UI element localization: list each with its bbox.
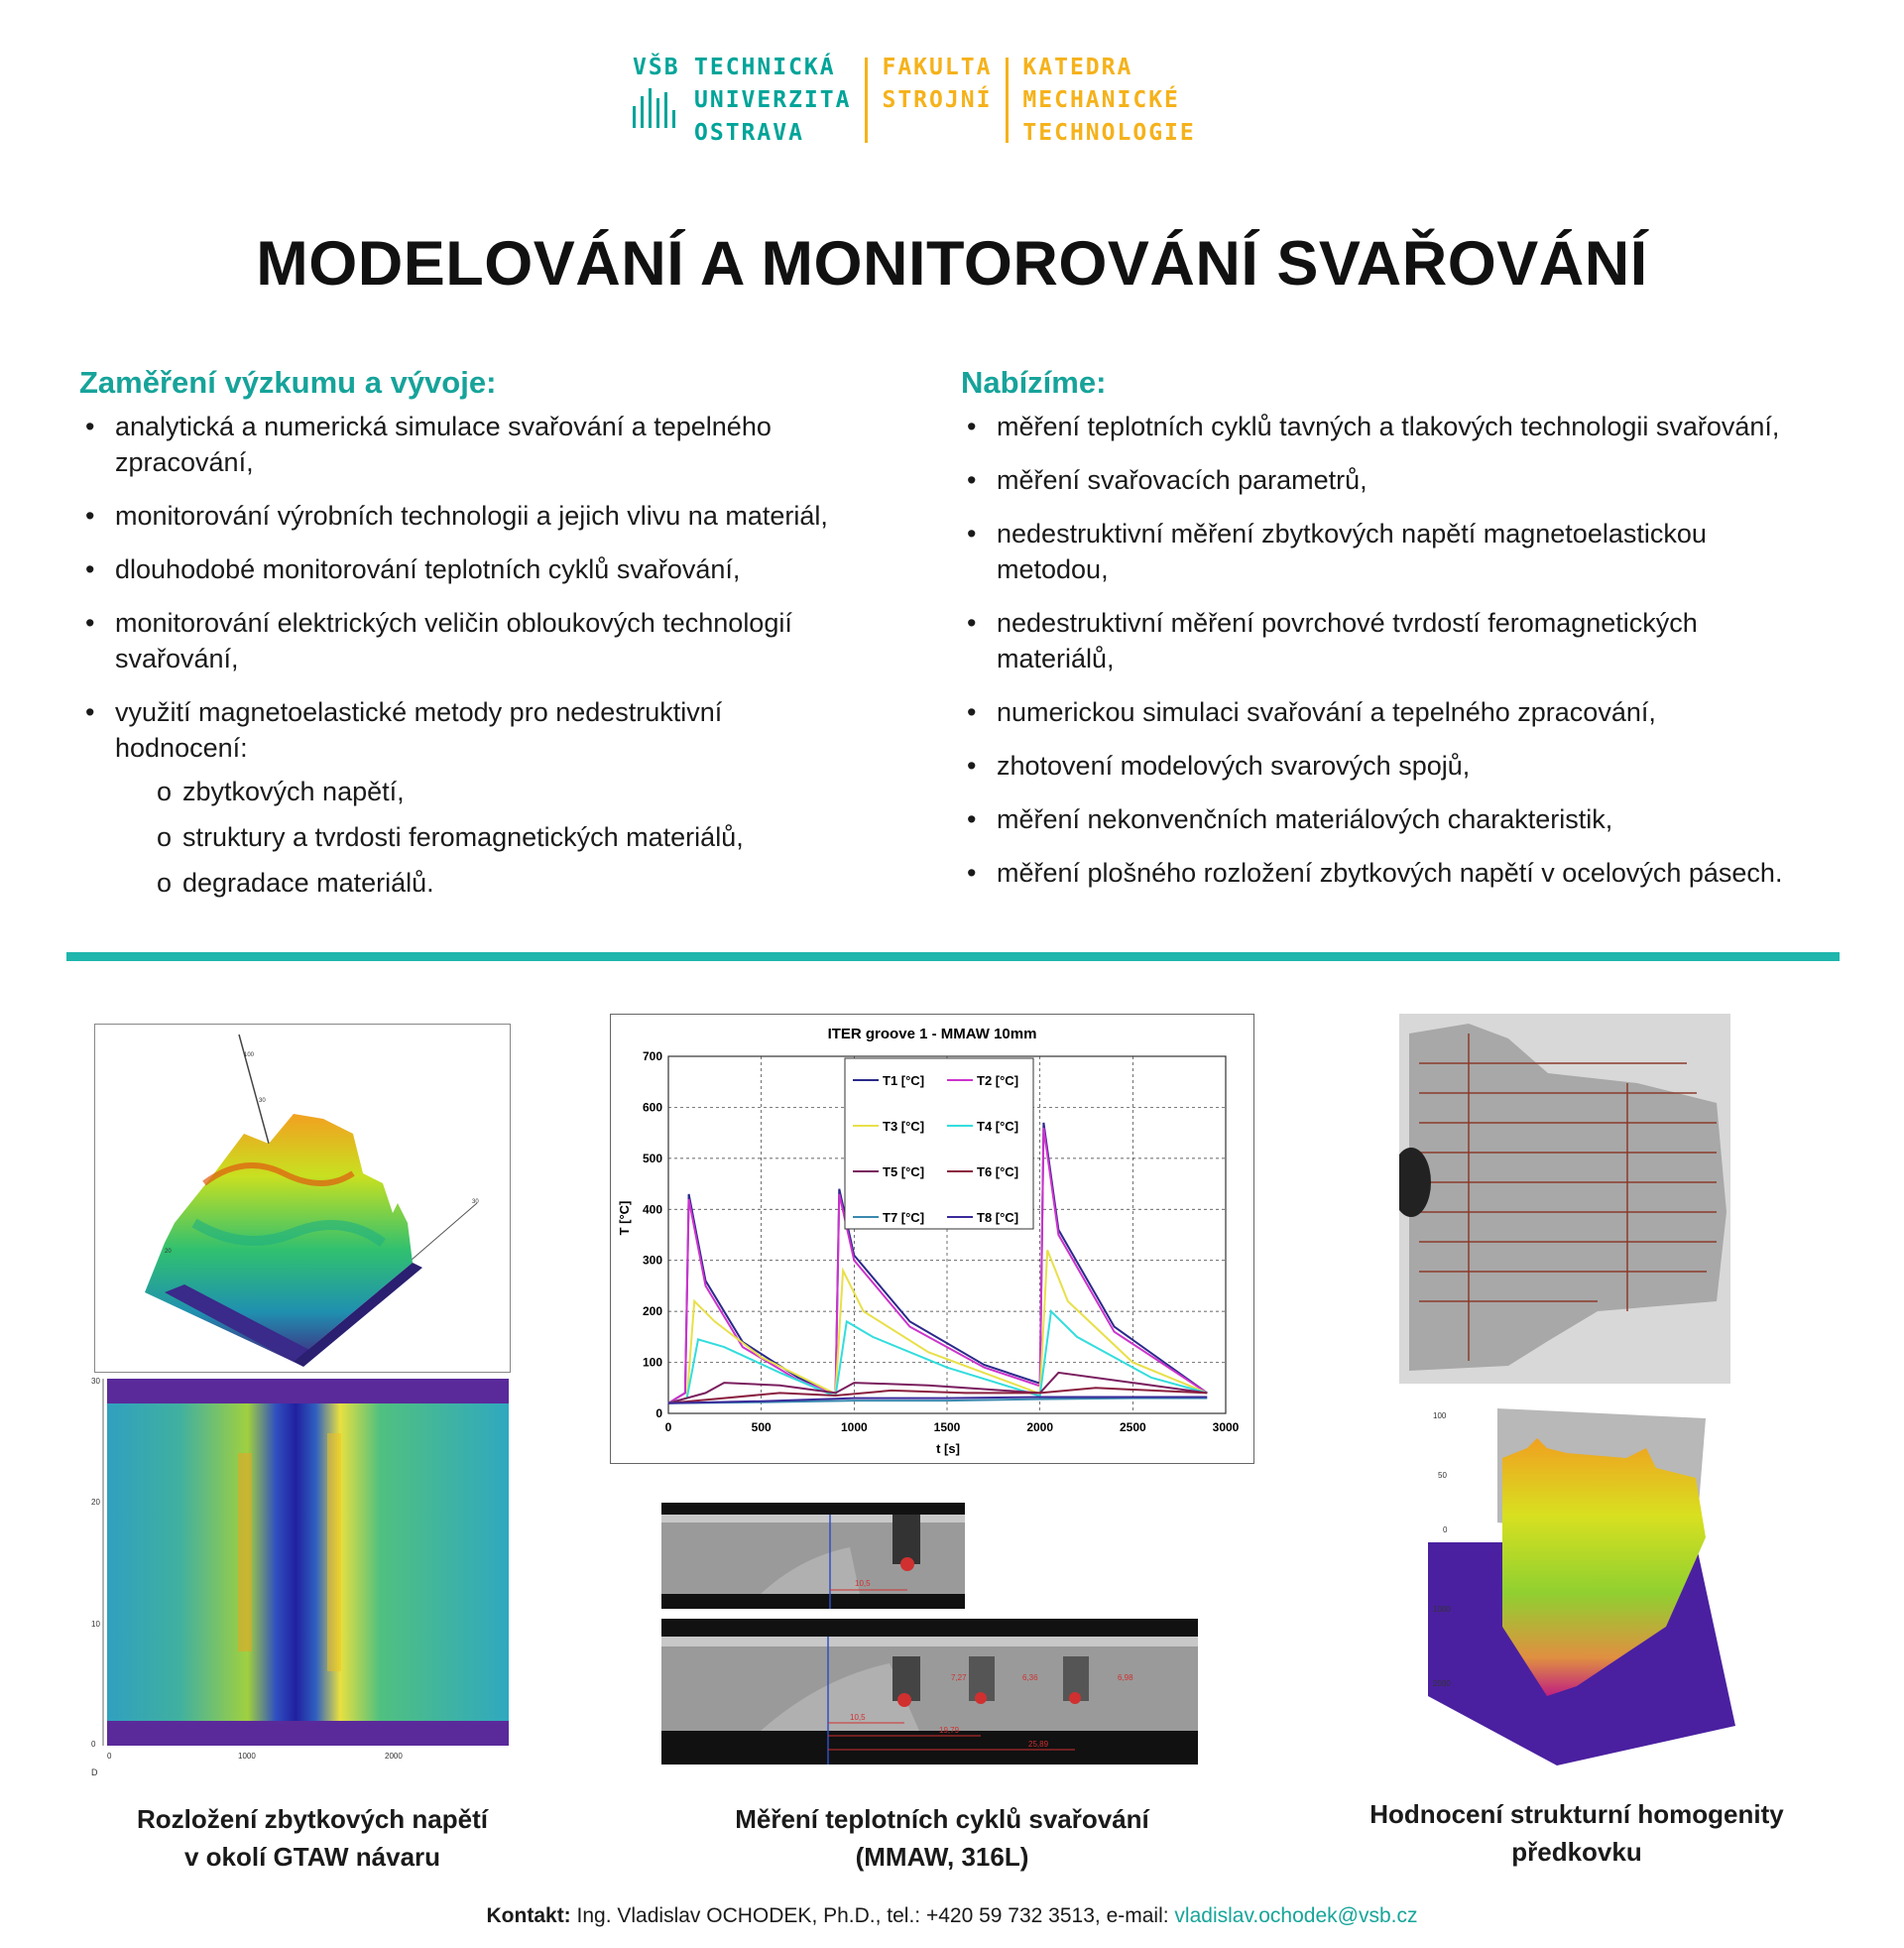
temperature-chart-svg — [611, 1015, 1253, 1463]
surface-z-tick: 0 — [1443, 1525, 1448, 1534]
heatmap-x-tick: 0 — [107, 1752, 112, 1761]
y-tick-label: 700 — [642, 1049, 662, 1063]
caption-middle — [694, 1800, 1190, 1876]
caption-right-line2: předkovku — [1511, 1837, 1642, 1867]
sub-list-item: o zbytkových napětí, — [79, 774, 902, 809]
surface-tick: 20 — [165, 1249, 172, 1255]
heatmap-y-tick: 30 — [91, 1377, 100, 1386]
legend-label: T7 [°C] — [883, 1210, 925, 1225]
logo-vsb-line2: UNIVERZITA — [694, 87, 852, 113]
vsb-logo-block — [633, 52, 851, 146]
caption-right-line1: Hodnocení strukturní homogenity — [1369, 1799, 1784, 1829]
legend-label: T8 [°C] — [977, 1210, 1019, 1225]
x-tick-label: 500 — [751, 1420, 772, 1434]
logo-department-line3: TECHNOLOGIE — [1022, 120, 1196, 146]
x-tick-label: 3000 — [1212, 1420, 1240, 1434]
university-logo — [633, 52, 1196, 146]
list-item: • zhotovení modelových svarových spojů, — [961, 748, 1834, 784]
logo-department-line2: MECHANICKÉ — [1022, 87, 1180, 113]
caption-left-line2: v okolí GTAW návaru — [183, 1842, 441, 1872]
logo-separator — [865, 58, 868, 143]
contact-label: Kontakt: — [486, 1904, 571, 1927]
x-tick-label: 0 — [664, 1420, 672, 1434]
macro-dimension: 19,79 — [939, 1726, 960, 1735]
surface-y-tick: 2000 — [1433, 1679, 1451, 1688]
contact-line — [0, 1904, 1904, 1928]
weld-macro-image-2 — [661, 1619, 1198, 1765]
heatmap-y-tick: 10 — [91, 1620, 100, 1629]
heatmap-corner-label: D — [91, 1767, 98, 1777]
caption-left — [79, 1800, 545, 1876]
contact-text: Ing. Vladislav OCHODEK, Ph.D., tel.: +420 59 732 3513, e-mail: — [570, 1904, 1175, 1927]
x-tick-label: 2000 — [1026, 1420, 1054, 1434]
stress-heatmap-image — [89, 1374, 516, 1780]
macro-dimension: 25,89 — [1028, 1740, 1049, 1749]
offer-section — [961, 365, 1834, 909]
vsb-bars-icon — [633, 88, 694, 128]
legend-label: T6 [°C] — [977, 1164, 1019, 1179]
caption-right — [1329, 1795, 1825, 1871]
y-tick-label: 0 — [655, 1406, 662, 1420]
logo-vsb-line3: OSTRAVA — [694, 120, 804, 146]
chart-x-label: t [s] — [936, 1441, 960, 1456]
logo-separator — [1006, 58, 1009, 143]
y-tick-label: 600 — [642, 1100, 662, 1115]
surface-tick: 100 — [244, 1052, 255, 1058]
macro-dimension: 7,27 — [951, 1673, 967, 1682]
heatmap-x-tick: 2000 — [385, 1752, 403, 1761]
stress-heatmap-figure — [89, 1374, 516, 1780]
heatmap-y-tick: 0 — [91, 1740, 96, 1749]
offer-heading: Nabízíme: — [961, 365, 1107, 400]
list-item: • využití magnetoelastické metody pro nedestruktivní hodnocení: — [79, 694, 902, 766]
contact-email-link[interactable]: vladislav.ochodek@vsb.cz — [1174, 1904, 1418, 1927]
x-tick-label: 1000 — [840, 1420, 868, 1434]
weld-macro-image-1 — [661, 1503, 965, 1609]
logo-faculty-line2: STROJNÍ — [882, 87, 993, 113]
caption-middle-line2: (MMAW, 316L) — [855, 1842, 1029, 1872]
macro-dimension: 6,98 — [1118, 1673, 1133, 1682]
y-tick-label: 200 — [642, 1304, 662, 1319]
chart-y-label: T [°C] — [617, 1200, 632, 1236]
list-item: • numerickou simulaci svařování a tepelného zpracování, — [961, 694, 1834, 730]
caption-left-line1: Rozložení zbytkových napětí — [137, 1804, 488, 1834]
sub-list-item: o degradace materiálů. — [79, 865, 902, 901]
legend-label: T3 [°C] — [883, 1119, 925, 1134]
logo-faculty-line1: FAKULTA — [882, 55, 993, 80]
x-tick-label: 1500 — [933, 1420, 961, 1434]
temperature-cycle-chart — [610, 1014, 1254, 1464]
list-item: • dlouhodobé monitorování teplotních cyklů svařování, — [79, 551, 902, 587]
surface-tick: 30 — [472, 1199, 479, 1205]
list-item: • měření teplotních cyklů tavných a tlakových technologii svařování, — [961, 409, 1834, 444]
series-line-3 — [668, 1250, 1207, 1402]
legend-label: T4 [°C] — [977, 1119, 1019, 1134]
legend-label: T2 [°C] — [977, 1073, 1019, 1088]
surface-3d-image — [95, 1025, 510, 1372]
list-item: • monitorování elektrických veličin obloukových technologií svařování, — [79, 605, 902, 676]
logo-department-line1: KATEDRA — [1022, 55, 1133, 80]
surface-tick: 30 — [259, 1098, 266, 1104]
y-tick-label: 400 — [642, 1202, 662, 1217]
research-focus-section — [79, 365, 902, 911]
research-focus-heading: Zaměření výzkumu a vývoje: — [79, 365, 497, 400]
forging-photo — [1399, 1014, 1730, 1384]
list-item: • měření svařovacích parametrů, — [961, 462, 1834, 498]
homogeneity-surface-plot — [1408, 1399, 1750, 1767]
department-logo-block — [1022, 52, 1195, 146]
surface-z-tick: 50 — [1438, 1471, 1447, 1480]
logo-vsb-line1: TECHNICKÁ — [694, 55, 836, 80]
stress-surface-plot — [94, 1024, 511, 1373]
legend-label: T5 [°C] — [883, 1164, 925, 1179]
x-tick-label: 2500 — [1119, 1420, 1146, 1434]
macro-dimension: 6,36 — [1022, 1673, 1038, 1682]
faculty-logo-block — [882, 52, 992, 146]
list-item: • nedestruktivní měření povrchové tvrdostí feromagnetických materiálů, — [961, 605, 1834, 676]
macro-dimension: 10,5 — [850, 1713, 866, 1722]
heatmap-x-tick: 1000 — [238, 1752, 256, 1761]
list-item: • nedestruktivní měření zbytkových napětí magnetoelastickou metodou, — [961, 516, 1834, 587]
list-item: • měření plošného rozložení zbytkových napětí v ocelových pásech. — [961, 855, 1834, 891]
chart-title: ITER groove 1 - MMAW 10mm — [827, 1026, 1037, 1042]
surface-z-tick: 100 — [1433, 1411, 1447, 1420]
sub-list-item: o struktury a tvrdosti feromagnetických materiálů, — [79, 819, 902, 855]
y-tick-label: 300 — [642, 1253, 662, 1268]
research-focus-list — [79, 409, 902, 901]
list-item: • analytická a numerická simulace svařování a tepelného zpracování, — [79, 409, 902, 480]
macro-dimension: 10,5 — [855, 1579, 871, 1588]
section-divider — [66, 952, 1840, 961]
caption-middle-line1: Měření teplotních cyklů svařování — [735, 1804, 1149, 1834]
list-item: • měření nekonvenčních materiálových charakteristik, — [961, 801, 1834, 837]
y-tick-label: 500 — [642, 1151, 662, 1165]
offer-list — [961, 409, 1834, 891]
y-tick-label: 100 — [642, 1355, 662, 1370]
logo-vsb-text: VŠB — [633, 55, 680, 80]
legend-label: T1 [°C] — [883, 1073, 925, 1088]
page-title: MODELOVÁNÍ A MONITOROVÁNÍ SVAŘOVÁNÍ — [256, 229, 1648, 299]
heatmap-y-tick: 20 — [91, 1498, 100, 1507]
list-item: • monitorování výrobních technologii a jejich vlivu na materiál, — [79, 498, 902, 534]
surface-y-tick: 1000 — [1433, 1605, 1451, 1614]
